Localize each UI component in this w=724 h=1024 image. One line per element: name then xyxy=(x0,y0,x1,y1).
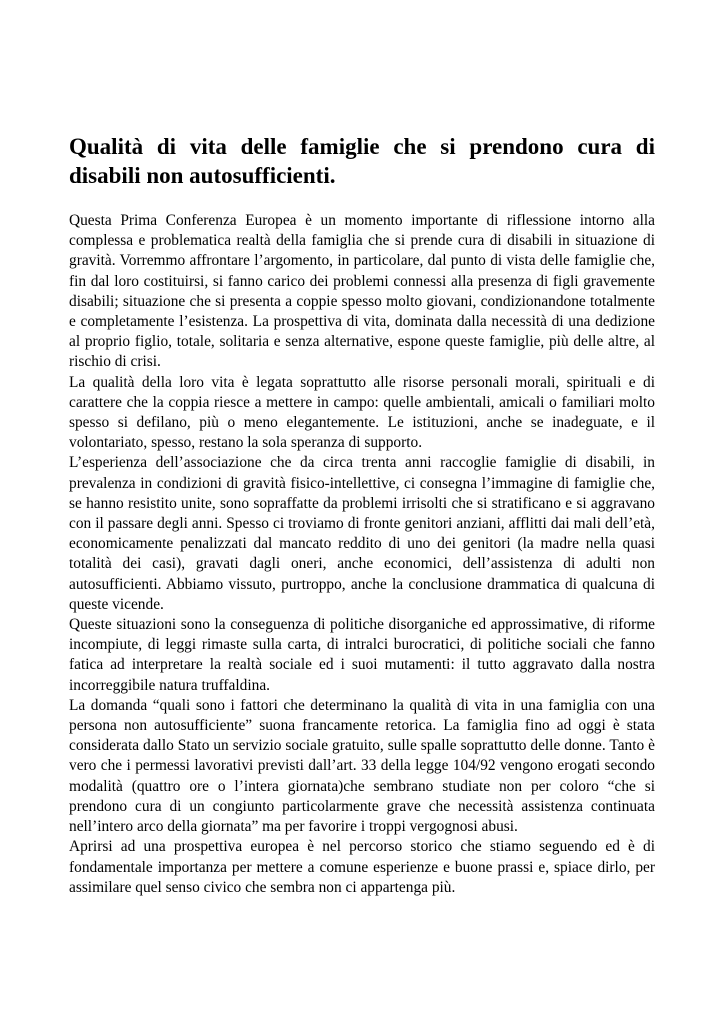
paragraph-3: L’esperienza dell’associazione che da circa trenta anni raccoglie famiglie di disabili, in prevalenza in condizioni di gravità fisico-intellettive, ci consegna l’immagine di famiglie che, se hanno resistito unite, sono sopraffatte da problemi irrisolti che si stratificano e si aggravano con il passare degli anni. Spesso ci troviamo di fronte genitori anziani, afflitti dai mali dell’età, economicamente penalizzati dal mancato reddito di uno dei genitori (la madre nella quasi totalità dei casi), gravati dagli oneri, anche economici, dell’assistenza di adulti non autosufficienti. Abbiamo vissuto, purtroppo, anche la conclusione drammatica di qualcuna di queste vicende. xyxy=(69,454,655,613)
document-page xyxy=(69,132,655,898)
paragraph-5: La domanda “quali sono i fattori che determinano la qualità di vita in una famiglia con una persona non autosufficiente” suona francamente retorica. La famiglia fino ad oggi è stata considerata dallo Stato un servizio sociale gratuito, sulle spalle soprattutto delle donne. Tanto è vero che i permessi lavorativi previsti dall’art. 33 della legge 104/92 vengono erogati secondo modalità (quattro ore o l’intera giornata)che sembrano studiate non per coloro “che si prendono cura di un congiunto particolarmente grave che necessità assistenza continuata nell’intero arco della giornata” ma per favorire i troppi vergognosi abusi. xyxy=(69,696,655,836)
document-title: Qualità di vita delle famiglie che si prendono cura di disabili non autosufficienti. xyxy=(69,134,655,188)
paragraph-2: La qualità della loro vita è legata soprattutto alle risorse personali morali, spirituali e di carattere che la coppia riesce a mettere in campo: quelle ambientali, amicali o familiari molto spesso si defilano, più o meno elegantemente. Le istituzioni, anche se inadeguate, e il volontariato, spesso, restano la sola speranza di supporto. xyxy=(69,373,655,452)
paragraph-1: Questa Prima Conferenza Europea è un momento importante di riflessione intorno alla complessa e problematica realtà della famiglia che si prende cura di disabili in situazione di gravità. Vorremmo affrontare l’argomento, in particolare, dal punto di vista delle famiglie che, fin dal loro costituirsi, si fanno carico dei problemi connessi alla presenza di figli gravemente disabili; situazione che si presenta a coppie spesso molto giovani, condizionandone totalmente e completamente l’esistenza. La prospettiva di vita, dominata dalla necessità di una dedizione al proprio figlio, totale, solitaria e senza alternative, espone queste famiglie, più delle altre, al rischio di crisi. xyxy=(69,212,655,371)
paragraph-6: Aprirsi ad una prospettiva europea è nel percorso storico che stiamo seguendo ed è di fondamentale importanza per mettere a comune esperienze e buone prassi e, spiace dirlo, per assimilare quel senso civico che sembra non ci appartenga più. xyxy=(69,838,655,896)
paragraph-4: Queste situazioni sono la conseguenza di politiche disorganiche ed approssimative, di riforme incompiute, di leggi rimaste sulla carta, di intralci burocratici, di politiche sociali che fanno fatica ad interpretare la realtà sociale ed i suoi mutamenti: il tutto aggravato dalla nostra incorreggibile natura truffaldina. xyxy=(69,616,655,694)
